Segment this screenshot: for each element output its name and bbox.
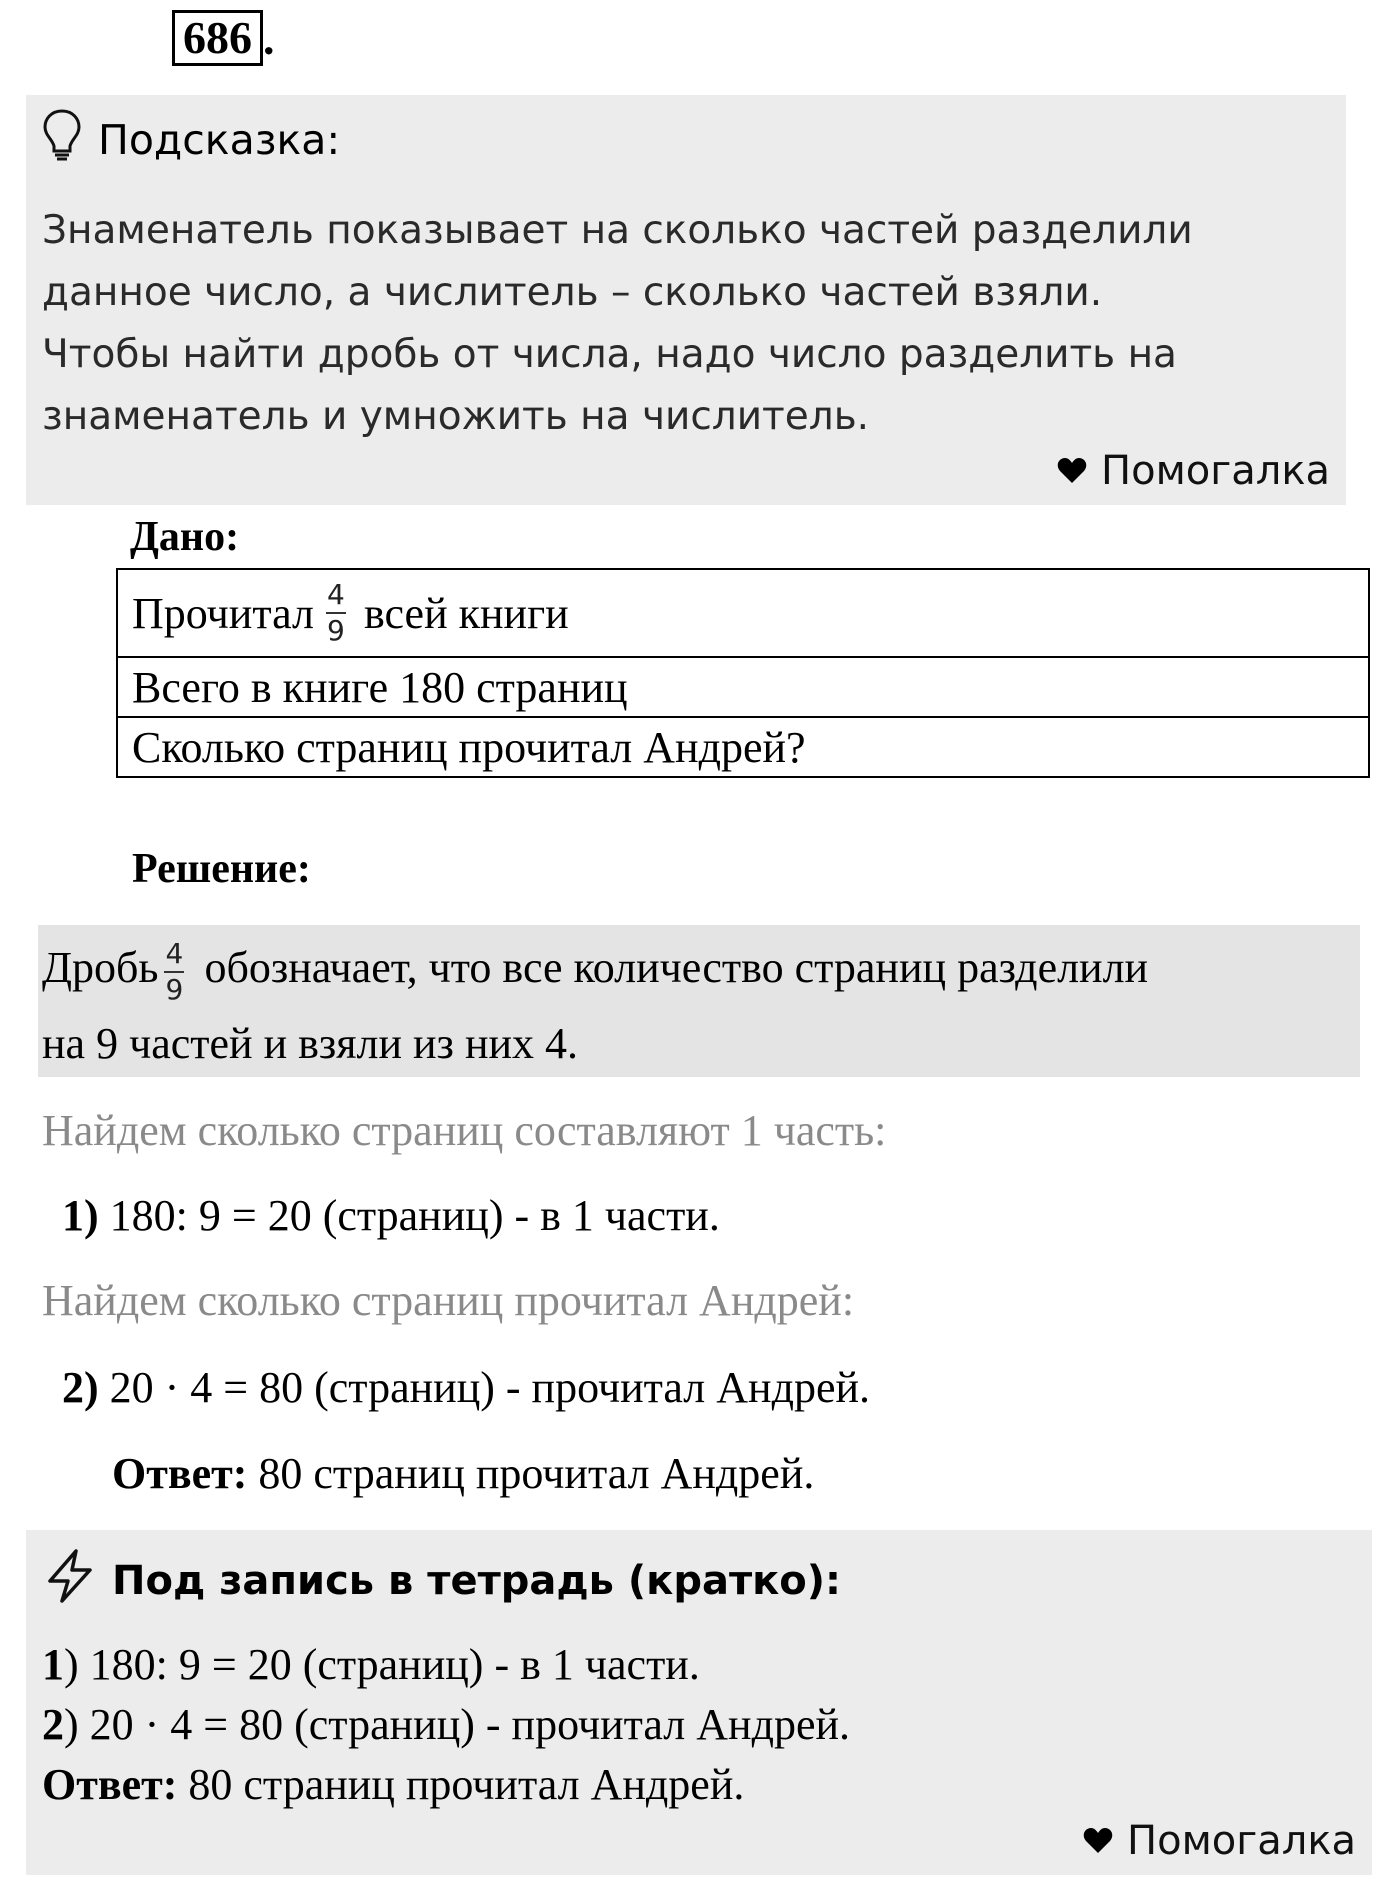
- notebook-line-number: 1: [42, 1640, 64, 1689]
- notebook-answer-text: 80 страниц прочитал Андрей.: [188, 1760, 745, 1809]
- explain-text: [42, 930, 1342, 1082]
- fraction-denominator: 9: [327, 614, 345, 647]
- fraction-numerator: 4: [327, 578, 345, 611]
- notebook-line-text: ) 180: 9 = 20 (страниц) - в 1 части.: [64, 1640, 700, 1689]
- answer-label: Ответ:: [112, 1449, 248, 1498]
- brand-text: Помогалка: [1101, 448, 1330, 494]
- hint-line: данное число, а числитель – сколько частей взяли.: [42, 270, 1103, 315]
- fraction: [326, 580, 346, 646]
- fraction: [164, 936, 184, 1006]
- explain-line: [42, 930, 1342, 1006]
- step-number: 2): [62, 1363, 99, 1412]
- given-row: Всего в книге 180 страниц: [118, 658, 1368, 718]
- step-number: 1): [62, 1191, 99, 1240]
- answer-text: 80 страниц прочитал Андрей.: [258, 1449, 815, 1498]
- fraction-numerator: 4: [165, 936, 184, 970]
- task-number: [172, 12, 275, 64]
- task-number-dot: .: [263, 12, 275, 64]
- step-caption: Найдем сколько страниц составляют 1 часть:: [42, 1106, 887, 1155]
- heart-icon: [1083, 1818, 1127, 1864]
- given-text: Прочитал: [132, 588, 314, 638]
- notebook-answer-label: Ответ:: [42, 1760, 178, 1809]
- answer: [112, 1448, 814, 1499]
- brand-label: [1057, 448, 1330, 494]
- fraction-denominator: 9: [165, 972, 184, 1006]
- notebook-line: [42, 1635, 850, 1695]
- given-row: [118, 570, 1368, 658]
- notebook-line: [42, 1755, 850, 1815]
- notebook-title: [42, 1548, 841, 1614]
- given-table: [116, 568, 1370, 778]
- lightbulb-icon: [42, 108, 98, 172]
- notebook-line-text: ) 20 · 4 = 80 (страниц) - прочитал Андрей.: [64, 1700, 851, 1749]
- hint-line: знаменатель и умножить на числитель.: [42, 394, 870, 439]
- notebook-line-number: 2: [42, 1700, 64, 1749]
- hint-title-text: Подсказка:: [98, 116, 341, 164]
- explain-text-end: обозначает, что все количество страниц разделили: [204, 943, 1149, 992]
- given-heading: Дано:: [130, 514, 240, 560]
- step-expression: 20 · 4 = 80 (страниц) - прочитал Андрей.: [109, 1363, 871, 1412]
- notebook-lines: [42, 1635, 850, 1815]
- hint-line: Знаменатель показывает на сколько частей разделили: [42, 208, 1193, 253]
- solution-heading: Решение:: [132, 846, 311, 892]
- heart-icon: [1057, 448, 1101, 494]
- brand-label: [1083, 1818, 1356, 1864]
- step-1: [62, 1190, 720, 1241]
- explain-text-start: Дробь: [42, 943, 159, 992]
- notebook-title-text: Под запись в тетрадь (кратко):: [112, 1558, 842, 1604]
- hint-title: [42, 108, 340, 172]
- task-number-box: 686: [172, 10, 263, 66]
- step-expression: 180: 9 = 20 (страниц) - в 1 части.: [109, 1191, 720, 1240]
- hint-line: Чтобы найти дробь от числа, надо число разделить на: [42, 332, 1177, 377]
- step-2: [62, 1362, 870, 1413]
- notebook-line: [42, 1695, 850, 1755]
- hint-text: [42, 200, 1322, 448]
- given-row: Сколько страниц прочитал Андрей?: [132, 722, 806, 772]
- brand-text: Помогалка: [1127, 1818, 1356, 1864]
- given-text: всей книги: [363, 588, 569, 638]
- explain-line: на 9 частей и взяли из них 4.: [42, 1019, 579, 1068]
- step-caption: Найдем сколько страниц прочитал Андрей:: [42, 1276, 855, 1325]
- lightning-icon: [42, 1548, 112, 1614]
